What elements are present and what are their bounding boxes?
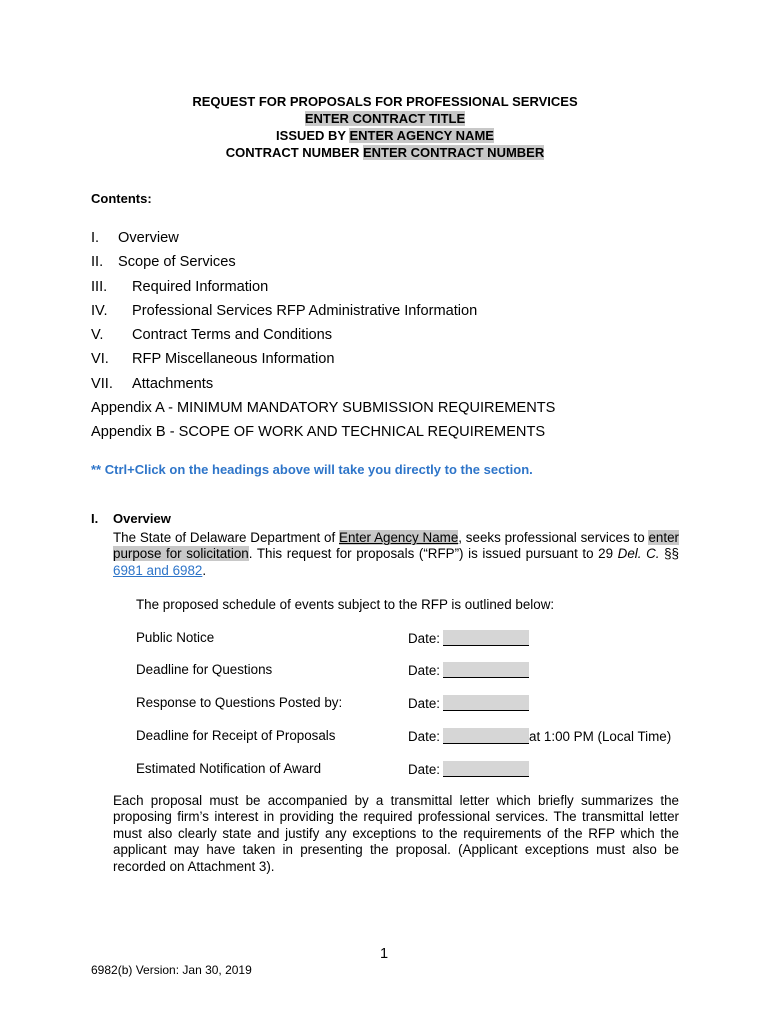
toc-item-required-information[interactable]: III. Required Information [91, 278, 269, 295]
transmittal-paragraph: Each proposal must be accompanied by a transmittal letter which briefly summarizes the proposing firm’s interest in providing the required professional services. The transmittal letter must also clearly state and justify any exceptions to the requirements of the RFP which the applicant may have taken in presenting the proposal. (Applicant exceptions must also be recorded on Attachment 3). [113, 793, 679, 874]
toc-item-appendix-b[interactable]: Appendix B - SCOPE OF WORK AND TECHNICAL REQUIREMENTS [91, 424, 546, 441]
date-label: Date: [408, 762, 441, 777]
toc-item-overview[interactable]: I. Overview [91, 230, 179, 246]
schedule-event: Public Notice [136, 630, 215, 645]
schedule-event: Deadline for Receipt of Proposals [136, 728, 336, 743]
toc-item-appendix-a[interactable]: Appendix A - MINIMUM MANDATORY SUBMISSION REQUIREMENTS [91, 400, 556, 417]
toc-item-attachments[interactable]: VII. Attachments [91, 375, 214, 392]
overview-paragraph: The State of Delaware Department of Enter Agency Name, seeks professional services to enter purpose for solicitation. This request for proposals (“RFP”) is issued pursuant to 29 Del. C. §§ 6981 and 6982. [113, 530, 679, 578]
statute-citation: Del. C. [617, 546, 660, 562]
section-overview-heading: I. Overview [91, 511, 171, 526]
date-label: Date: [408, 729, 441, 744]
rfp-title: REQUEST FOR PROPOSALS FOR PROFESSIONAL SERVICES [192, 94, 578, 109]
statute-link[interactable]: 6981 and 6982 [113, 562, 203, 578]
contract-number-label: CONTRACT NUMBER [225, 145, 363, 160]
agency-name-field[interactable]: ENTER AGENCY NAME [349, 128, 494, 143]
schedule-intro: The proposed schedule of events subject to the RFP is outlined below: [136, 597, 555, 612]
date-field[interactable] [443, 761, 529, 777]
toc-item-miscellaneous-information[interactable]: VI. RFP Miscellaneous Information [91, 351, 335, 368]
date-field[interactable] [443, 630, 529, 646]
date-label: Date: [408, 663, 441, 678]
contents-heading: Contents: [91, 191, 152, 206]
toc-item-administrative-information[interactable]: IV. Professional Services RFP Administrative Information [91, 302, 478, 319]
date-label: Date: [408, 696, 441, 711]
title-block [0, 93, 770, 161]
version-footer: 6982(b) Version: Jan 30, 2019 [91, 963, 252, 977]
contract-number-field[interactable]: ENTER CONTRACT NUMBER [362, 145, 545, 160]
navigation-note: ** Ctrl+Click on the headings above will take you directly to the section. [91, 462, 533, 477]
schedule-event: Estimated Notification of Award [136, 761, 322, 776]
page-number: 1 [380, 946, 389, 962]
agency-name-inline-field[interactable]: Enter Agency Name [339, 530, 459, 545]
date-label: Date: [408, 631, 441, 646]
purpose-field[interactable]: enter purpose for solicitation [113, 530, 679, 562]
schedule-event: Response to Questions Posted by: [136, 695, 343, 710]
table-of-contents [91, 226, 555, 445]
date-field[interactable] [443, 728, 529, 744]
date-field[interactable] [443, 662, 529, 678]
date-field[interactable] [443, 695, 529, 711]
schedule-event: Deadline for Questions [136, 662, 273, 677]
issued-by-label: ISSUED BY [276, 128, 350, 143]
toc-item-scope-of-services[interactable]: II. Scope of Services [91, 254, 236, 271]
toc-item-contract-terms[interactable]: V. Contract Terms and Conditions [91, 327, 333, 344]
contract-title-field[interactable]: ENTER CONTRACT TITLE [304, 111, 466, 126]
local-time-note: at 1:00 PM (Local Time) [529, 729, 672, 744]
